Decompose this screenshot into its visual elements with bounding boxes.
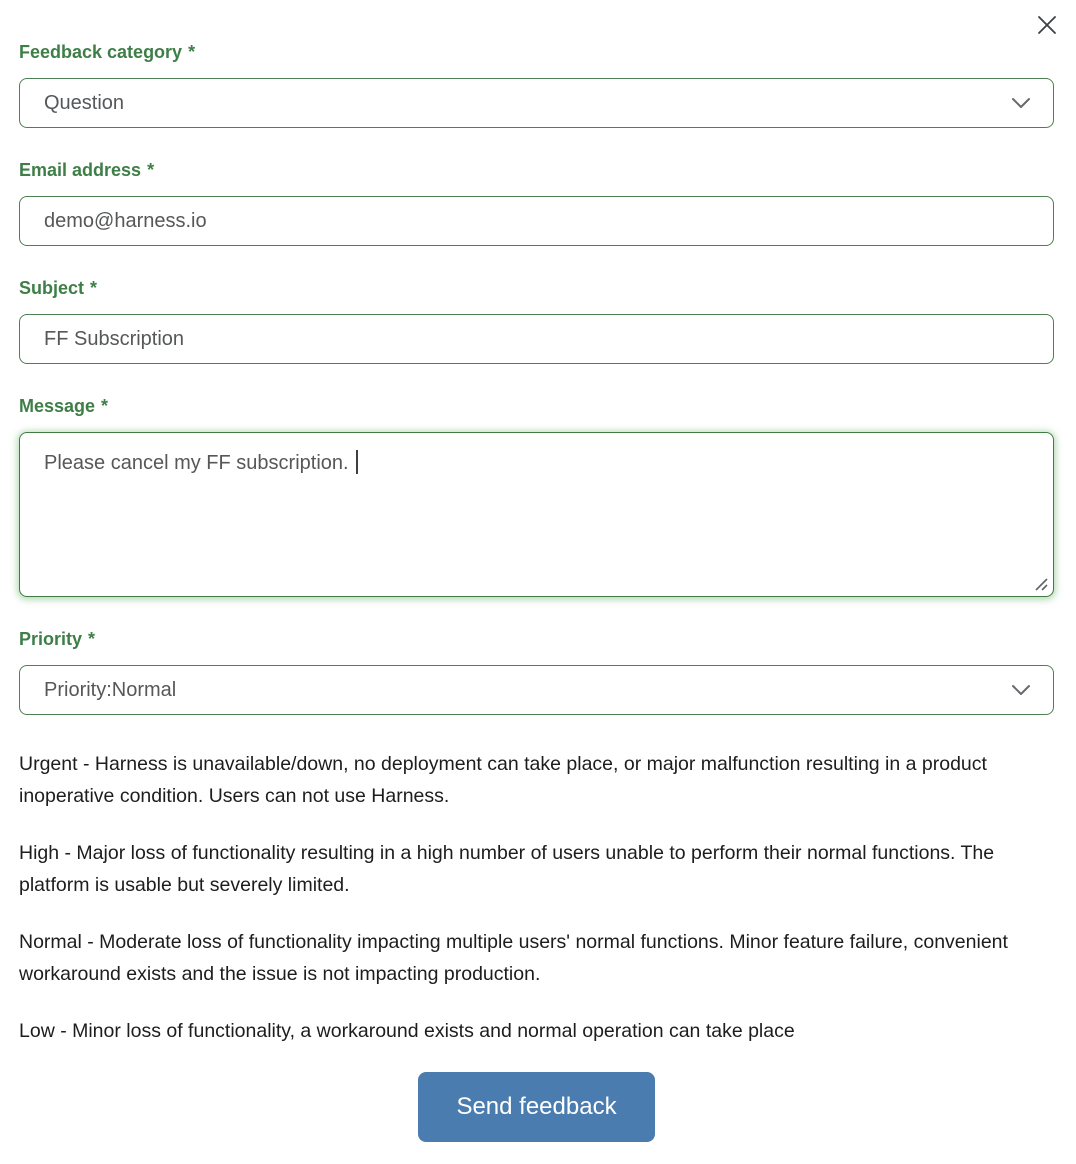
message-label	[19, 397, 1054, 416]
required-marker: *	[147, 160, 155, 180]
send-feedback-button[interactable]: Send feedback	[418, 1072, 654, 1142]
required-marker: *	[88, 629, 96, 649]
chevron-down-icon	[1011, 97, 1031, 109]
chevron-down-icon	[1011, 684, 1031, 696]
subject-field[interactable]	[19, 314, 1054, 364]
required-marker: *	[101, 396, 109, 416]
priority-help-urgent: Urgent - Harness is unavailable/down, no deployment can take place, or major malfunction resulting in a product inoperative condition. Users can not use Harness.	[19, 753, 987, 807]
priority-help-section	[19, 748, 1054, 1047]
resize-handle-icon[interactable]	[1033, 576, 1049, 592]
priority-label	[19, 630, 1054, 649]
priority-help-normal: Normal - Moderate loss of functionality impacting multiple users' normal functions. Minor feature failure, convenient workaround exists and the issue is not impacting production.	[19, 931, 1008, 985]
message-text: Please cancel my FF subscription.	[44, 452, 349, 474]
text-cursor	[356, 450, 358, 474]
priority-value: Priority:Normal	[44, 678, 177, 701]
message-textarea[interactable]	[19, 432, 1054, 597]
feedback-category-select[interactable]	[19, 78, 1054, 128]
priority-help-high: High - Major loss of functionality resulting in a high number of users unable to perform their normal functions. The platform is usable but severely limited.	[19, 842, 995, 896]
email-label	[19, 161, 1054, 180]
priority-select[interactable]	[19, 665, 1054, 715]
close-icon	[1037, 15, 1057, 35]
email-field[interactable]	[19, 196, 1054, 246]
feedback-category-label-text: Feedback category	[19, 42, 183, 62]
required-marker: *	[90, 278, 98, 298]
feedback-category-value: Question	[44, 91, 125, 114]
priority-label-text: Priority	[19, 629, 83, 649]
subject-label	[19, 279, 1054, 298]
close-button[interactable]	[1034, 12, 1060, 38]
email-label-text: Email address	[19, 160, 142, 180]
message-label-text: Message	[19, 396, 96, 416]
required-marker: *	[188, 42, 196, 62]
priority-help-low: Low - Minor loss of functionality, a workaround exists and normal operation can take place	[19, 1020, 795, 1042]
subject-label-text: Subject	[19, 278, 85, 298]
feedback-category-label	[19, 43, 1054, 62]
